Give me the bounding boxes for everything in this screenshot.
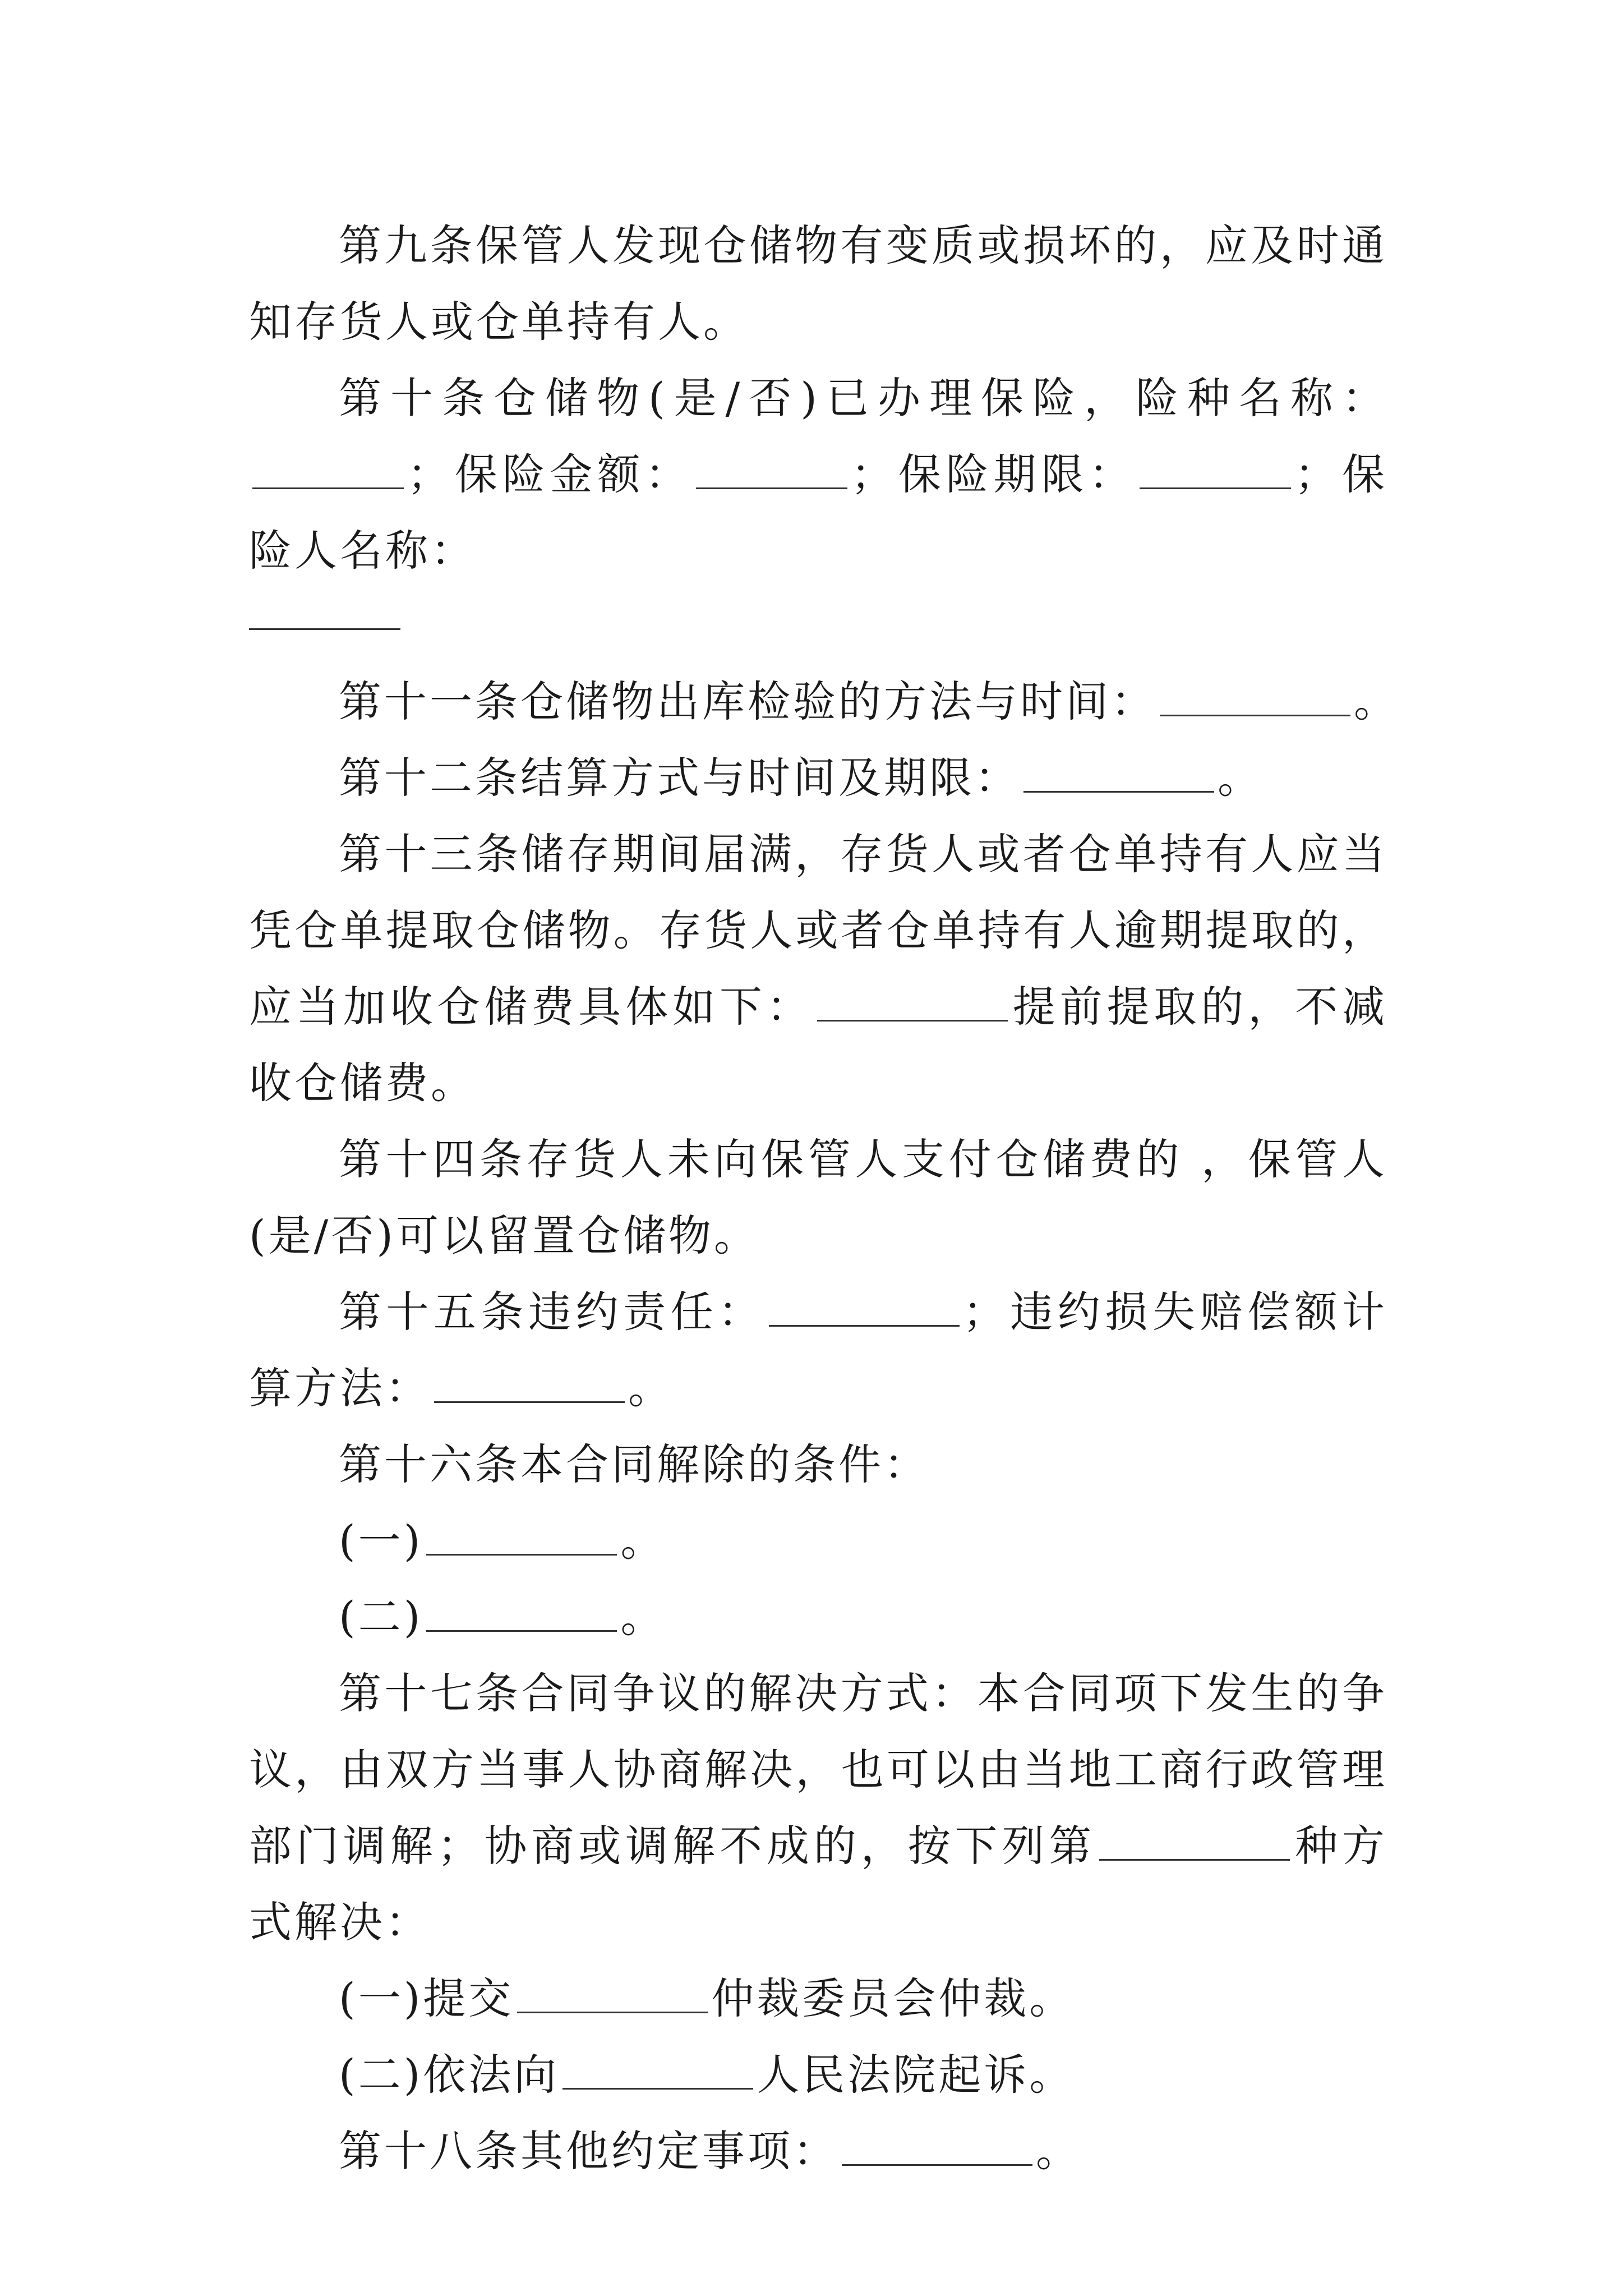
article-17-text-1: 第十七条合同争议的解决方式：本合同项下发生的争议，由双方当事人协商解决，也可以由当地工商行政管理部门调解；协商或调解不成的，按下列第 bbox=[249, 1668, 1387, 1871]
article-16-item-1-end: 。 bbox=[620, 1516, 666, 1566]
article-10-text-1: 第十条仓储物(是/否)已办理保险，险种名称： bbox=[339, 373, 1387, 423]
blank-other-matters bbox=[842, 2131, 1032, 2166]
article-13 bbox=[249, 816, 1387, 1121]
article-15-text-1: 第十五条违约责任： bbox=[339, 1287, 766, 1337]
document-body bbox=[249, 208, 1399, 2189]
article-10-text-3: ；保险期限： bbox=[851, 449, 1137, 499]
article-16-item-2-end: 。 bbox=[620, 1592, 666, 1642]
blank-termination-2 bbox=[426, 1596, 617, 1632]
blank-insurance-amount bbox=[696, 454, 847, 489]
blank-insurance-type bbox=[252, 454, 404, 489]
blank-court bbox=[562, 2054, 753, 2090]
article-14-text: 第十四条存货人未向保管人支付仓储费的 ，保管人(是/否)可以留置仓储物。 bbox=[249, 1134, 1387, 1260]
article-11-text: 第十一条仓储物出库检验的方法与时间： bbox=[339, 677, 1156, 726]
article-15-end: 。 bbox=[628, 1363, 674, 1413]
blank-termination-1 bbox=[426, 1520, 617, 1556]
article-11-end: 。 bbox=[1354, 677, 1399, 726]
article-17 bbox=[249, 1655, 1387, 1961]
blank-settlement bbox=[1023, 757, 1214, 793]
article-10-text-4: ；保险人名称： bbox=[249, 449, 1388, 576]
article-10 bbox=[249, 360, 1387, 589]
article-12-text: 第十二条结算方式与时间及期限： bbox=[339, 753, 1020, 803]
article-9-text: 第九条保管人发现仓储物有变质或损坏的，应及时通知存货人或仓单持有人。 bbox=[249, 220, 1387, 347]
article-17-item-2-text-1: (二)依法向 bbox=[339, 2050, 560, 2100]
article-17-item-2 bbox=[249, 2037, 1387, 2113]
blank-dispute-option bbox=[1099, 1825, 1290, 1861]
article-16-item-2-label: (二) bbox=[339, 1592, 423, 1642]
blank-storage-fee bbox=[817, 986, 1008, 1022]
article-16-item-1-label: (一) bbox=[339, 1516, 423, 1566]
article-17-text-2: 种方式解决： bbox=[249, 1821, 1388, 1947]
article-13-text-1: 第十三条储存期间届满，存货人或者仓单持有人应当凭仓单提取仓储物。存货人或者仓单持有人逾期提取的，应当加收仓储费具体如下： bbox=[249, 829, 1387, 1032]
article-17-item-1 bbox=[249, 1961, 1387, 2037]
blank-arbitration-committee bbox=[517, 1978, 708, 2013]
article-15-text-2: ；违约损失赔偿额计算方法： bbox=[249, 1287, 1388, 1413]
article-11 bbox=[249, 664, 1399, 740]
article-12-end: 。 bbox=[1218, 753, 1263, 803]
article-16-item-2 bbox=[249, 1579, 1387, 1655]
article-10-text-2: ；保险金额： bbox=[407, 449, 693, 499]
article-16 bbox=[249, 1427, 1387, 1503]
article-16-text: 第十六条本合同解除的条件： bbox=[339, 1439, 929, 1489]
article-9 bbox=[249, 208, 1387, 360]
blank-insurer-name bbox=[249, 600, 400, 630]
article-18 bbox=[249, 2113, 1387, 2189]
article-16-item-1 bbox=[249, 1503, 1387, 1579]
blank-liability bbox=[769, 1291, 960, 1327]
article-17-item-1-text-2: 仲裁委员会仲裁。 bbox=[711, 1973, 1075, 2023]
blank-compensation-method bbox=[434, 1368, 625, 1403]
article-18-text: 第十八条其他约定事项： bbox=[339, 2126, 838, 2176]
article-18-end: 。 bbox=[1036, 2126, 1081, 2176]
article-14 bbox=[249, 1121, 1387, 1274]
blank-inspection-method bbox=[1160, 681, 1350, 716]
article-17-item-1-text-1: (一)提交 bbox=[339, 1973, 514, 2023]
blank-insurance-term bbox=[1140, 454, 1291, 489]
article-13-text-2: 提前提取的，不减收仓储费。 bbox=[249, 982, 1388, 1108]
article-12 bbox=[249, 740, 1387, 816]
article-15 bbox=[249, 1274, 1387, 1427]
article-17-item-2-text-2: 人民法院起诉。 bbox=[757, 2050, 1075, 2100]
